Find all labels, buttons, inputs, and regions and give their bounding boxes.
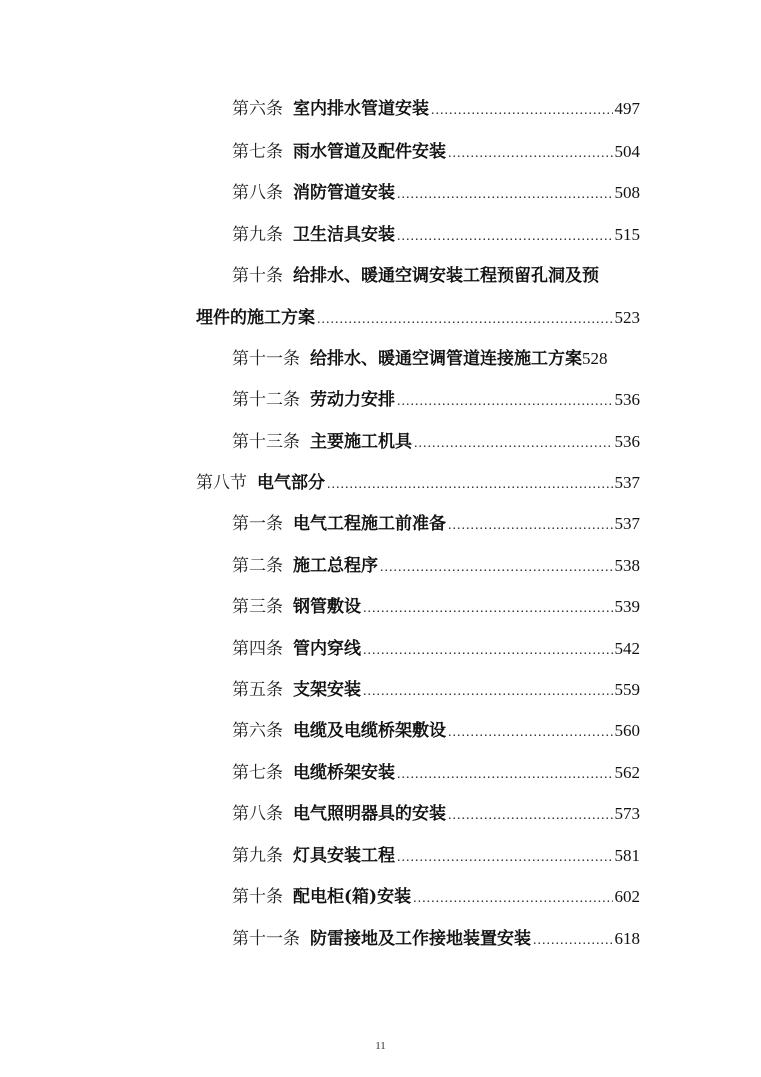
toc-entry-title: 钢管敷设	[293, 597, 361, 617]
toc-entry-page: 515	[614, 225, 640, 244]
toc-entry-prefix: 第九条	[232, 846, 283, 866]
toc-entry-title: 管内穿线	[293, 639, 361, 659]
toc-entry-prefix: 第十条	[232, 266, 283, 286]
toc-entry	[232, 555, 640, 579]
toc-leader-dots	[363, 681, 613, 703]
toc-entry-title: 支架安装	[293, 680, 361, 700]
toc-entry-prefix: 第五条	[232, 680, 283, 700]
toc-entry-continuation	[196, 307, 640, 331]
toc-entry-page: 539	[614, 597, 640, 616]
toc-entry-prefix: 第六条	[232, 721, 283, 741]
toc-entry-title: 消防管道安装	[293, 183, 395, 203]
toc-section-title: 电气部分	[257, 473, 325, 493]
toc-entry	[232, 98, 640, 122]
toc-leader-dots	[363, 640, 613, 662]
toc-entry	[232, 224, 640, 248]
toc-entry-prefix: 第十条	[232, 887, 283, 907]
toc-leader-dots	[397, 226, 613, 248]
toc-entry-prefix: 第八条	[232, 804, 283, 824]
toc-entry-prefix: 第九条	[232, 225, 283, 245]
toc-section-entry	[196, 472, 640, 496]
toc-entry-prefix: 第七条	[232, 142, 283, 162]
toc-entry	[232, 389, 640, 413]
toc-entry-title: 给排水、暖通空调管道连接施工方案	[310, 349, 582, 369]
toc-entry-title: 室内排水管道安装	[293, 99, 429, 119]
toc-entry-page: 536	[614, 390, 640, 409]
page-footer-number: 11	[375, 1040, 386, 1052]
toc-entry-page: 542	[614, 639, 640, 658]
toc-entry-page: 560	[614, 721, 640, 740]
toc-entry	[232, 928, 640, 952]
toc-entry-page: 508	[614, 183, 640, 202]
toc-entry-prefix: 第七条	[232, 763, 283, 783]
toc-entry-title: 防雷接地及工作接地装置安装	[310, 929, 531, 949]
toc-entry-page: 559	[614, 680, 640, 699]
toc-entry-title: 电缆及电缆桥架敷设	[293, 721, 446, 741]
toc-entry-title: 给排水、暖通空调安装工程预留孔洞及预	[293, 266, 599, 286]
toc-entry-page: 538	[614, 556, 640, 575]
toc-entry-title: 电缆桥架安装	[293, 763, 395, 783]
toc-entry-prefix: 第二条	[232, 556, 283, 576]
toc-leader-dots	[448, 515, 613, 537]
toc-entry	[232, 762, 640, 786]
toc-entry-prefix: 第三条	[232, 597, 283, 617]
toc-entry-page: 602	[614, 887, 640, 906]
toc-entry-page: 573	[614, 804, 640, 823]
toc-entry	[232, 141, 640, 165]
toc-entry	[232, 182, 640, 206]
toc-entry-title: 雨水管道及配件安装	[293, 142, 446, 162]
toc-entry	[232, 638, 640, 662]
toc-entry-title: 埋件的施工方案	[196, 308, 315, 328]
toc-leader-dots	[413, 888, 612, 910]
toc-entry	[232, 265, 640, 287]
toc-leader-dots	[380, 557, 613, 579]
toc-entry-prefix: 第四条	[232, 639, 283, 659]
toc-entry-page: 497	[614, 99, 640, 118]
toc-leader-dots	[448, 143, 613, 165]
toc-entry-title: 电气工程施工前准备	[293, 514, 446, 534]
toc-leader-dots	[363, 598, 613, 620]
toc-entry-page: 537	[614, 473, 640, 492]
toc-leader-dots	[414, 433, 613, 455]
toc-entry-prefix: 第十三条	[232, 432, 300, 452]
toc-entry-page: 562	[614, 763, 640, 782]
toc-entry-page: 581	[614, 846, 640, 865]
toc-entry-title: 施工总程序	[293, 556, 378, 576]
toc-entry-title: 电气照明器具的安装	[293, 804, 446, 824]
toc-entry-page: 537	[614, 514, 640, 533]
toc-entry	[232, 348, 642, 370]
toc-leader-dots	[448, 805, 613, 827]
toc-entry-title: 卫生洁具安装	[293, 225, 395, 245]
toc-entry	[232, 720, 640, 744]
toc-entry-prefix: 第十一条	[232, 929, 300, 949]
toc-entry	[232, 679, 640, 703]
toc-entry-title: 劳动力安排	[310, 390, 395, 410]
toc-leader-dots	[397, 764, 613, 786]
toc-entry-page: 504	[614, 142, 640, 161]
toc-entry-page: 536	[614, 432, 640, 451]
toc-entry-page: 528	[582, 349, 608, 368]
toc-section-prefix: 第八节	[196, 473, 247, 493]
toc-entry-prefix: 第六条	[232, 99, 283, 119]
toc-entry	[232, 596, 640, 620]
toc-entry	[232, 803, 640, 827]
toc-leader-dots	[327, 474, 613, 496]
toc-entry-prefix: 第十一条	[232, 349, 300, 369]
toc-entry-prefix: 第十二条	[232, 390, 300, 410]
toc-entry	[232, 845, 640, 869]
toc-leader-dots	[397, 184, 613, 206]
toc-leader-dots	[431, 100, 613, 122]
toc-leader-dots	[317, 309, 613, 331]
toc-entry-page: 618	[614, 929, 640, 948]
toc-leader-dots	[397, 391, 613, 413]
toc-entry-page: 523	[614, 308, 640, 327]
toc-entry	[232, 886, 640, 910]
toc-leader-dots	[533, 930, 613, 952]
toc-leader-dots	[397, 847, 613, 869]
toc-entry-title: 主要施工机具	[310, 432, 412, 452]
toc-entry-title: 灯具安装工程	[293, 846, 395, 866]
toc-entry-title: 配电柜(箱)安装	[293, 887, 412, 907]
toc-entry	[232, 513, 640, 537]
toc-entry-prefix: 第八条	[232, 183, 283, 203]
toc-leader-dots	[448, 722, 613, 744]
toc-entry-prefix: 第一条	[232, 514, 283, 534]
toc-entry	[232, 431, 640, 455]
